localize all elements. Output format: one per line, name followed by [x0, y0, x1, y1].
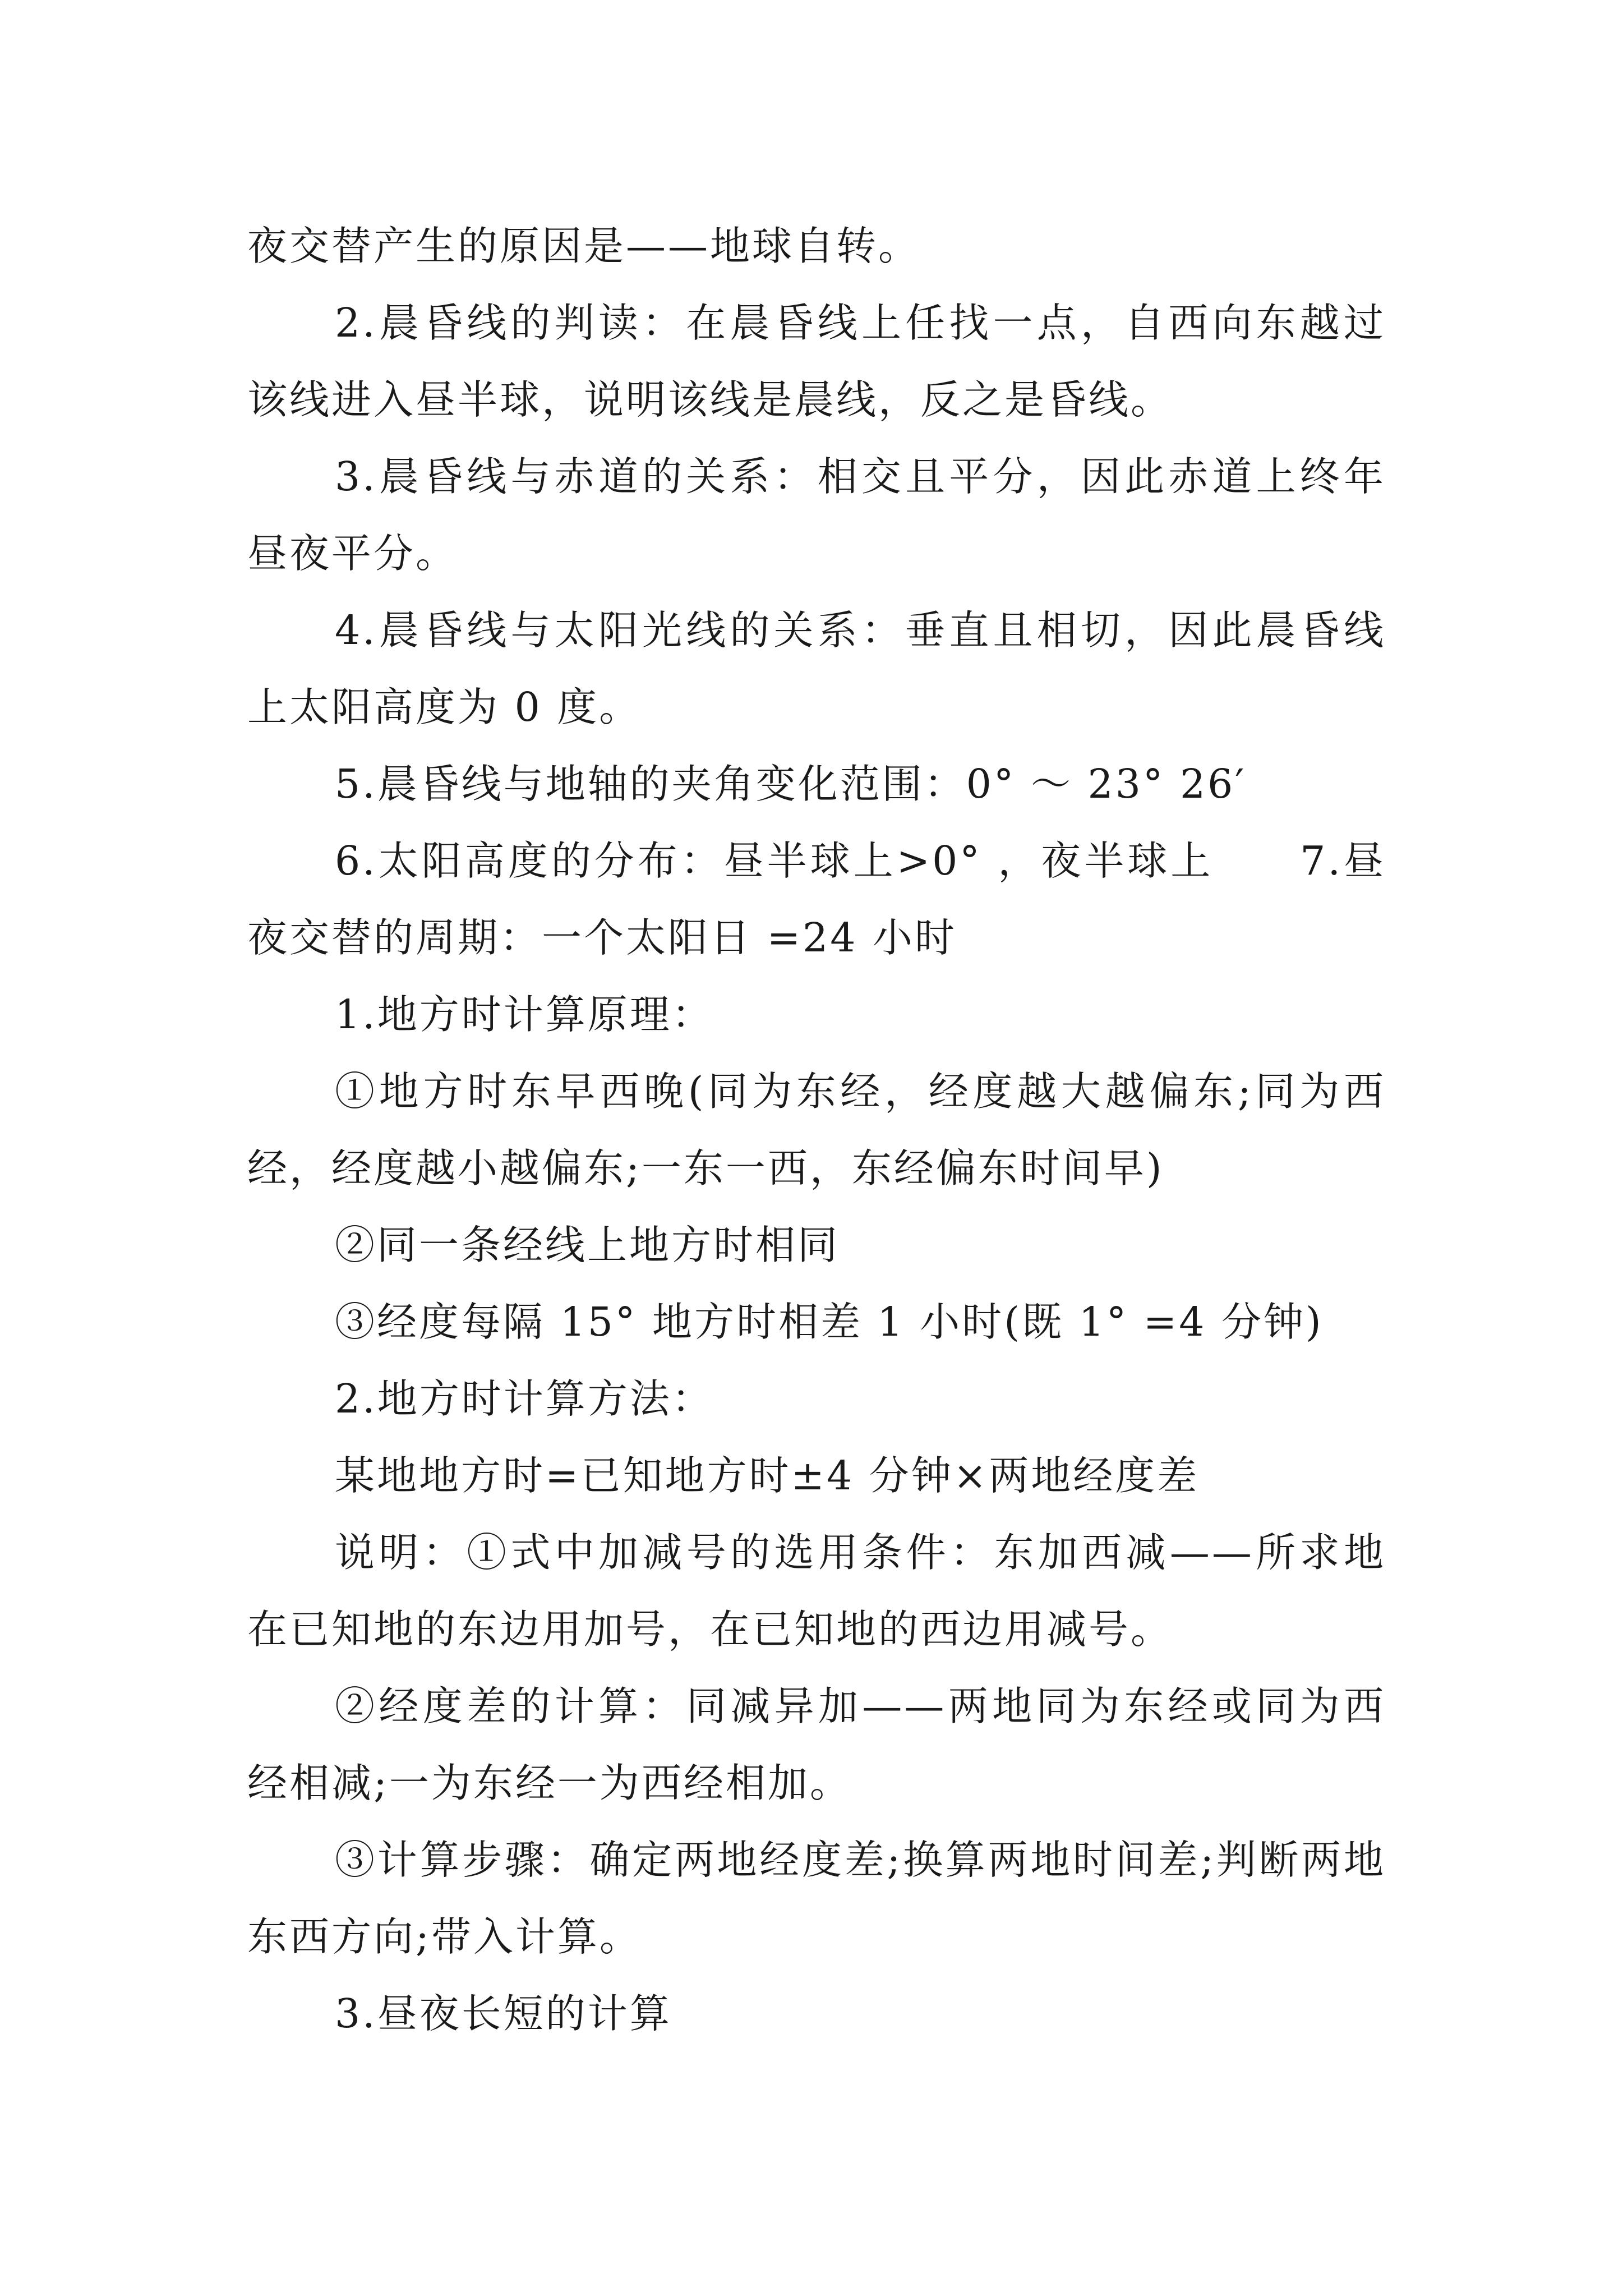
paragraph-4: 4.晨昏线与太阳光线的关系：垂直且相切，因此晨昏线上太阳高度为 0 度。 [247, 607, 1386, 730]
paragraph-6: 6.太阳高度的分布：昼半球上>0° ，夜半球上 7.昼夜交替的周期：一个太阳日 =24 小时 [247, 838, 1386, 961]
paragraph-1: 夜交替产生的原因是——地球自转。 [247, 223, 921, 269]
paragraph-12: 某地地方时=已知地方时±4 分钟×两地经度差 [335, 1452, 1200, 1499]
paragraph-11: 2.地方时计算方法： [335, 1375, 714, 1422]
paragraph-14: ②经度差的计算：同减异加——两地同为东经或同为西经相减;一为东经一为西经相加。 [247, 1683, 1386, 1806]
paragraph-2: 2.晨昏线的判读：在晨昏线上任找一点，自西向东越过该线进入昼半球，说明该线是晨线，反之是昏线。 [247, 300, 1386, 423]
paragraph-5: 5.晨昏线与地轴的夹角变化范围：0° ～ 23° 26′ [335, 761, 1247, 807]
paragraph-13: 说明：①式中加减号的选用条件：东加西减——所求地在已知地的东边用加号，在已知地的西边用减号。 [247, 1529, 1386, 1653]
paragraph-8: ①地方时东早西晚(同为东经，经度越大越偏东;同为西经，经度越小越偏东;一东一西，东经偏东时间早) [247, 1068, 1386, 1191]
paragraph-9: ②同一条经线上地方时相同 [335, 1222, 840, 1268]
paragraph-3: 3.晨昏线与赤道的关系：相交且平分，因此赤道上终年昼夜平分。 [247, 453, 1386, 577]
body-text [247, 208, 1386, 2052]
paragraph-15: ③计算步骤：确定两地经度差;换算两地时间差;判断两地东西方向;带入计算。 [247, 1837, 1386, 1960]
paragraph-7: 1.地方时计算原理： [335, 991, 714, 1038]
paragraph-10: ③经度每隔 15° 地方时相差 1 小时(既 1° =4 分钟) [335, 1299, 1324, 1345]
paragraph-16: 3.昼夜长短的计算 [335, 1990, 672, 2037]
